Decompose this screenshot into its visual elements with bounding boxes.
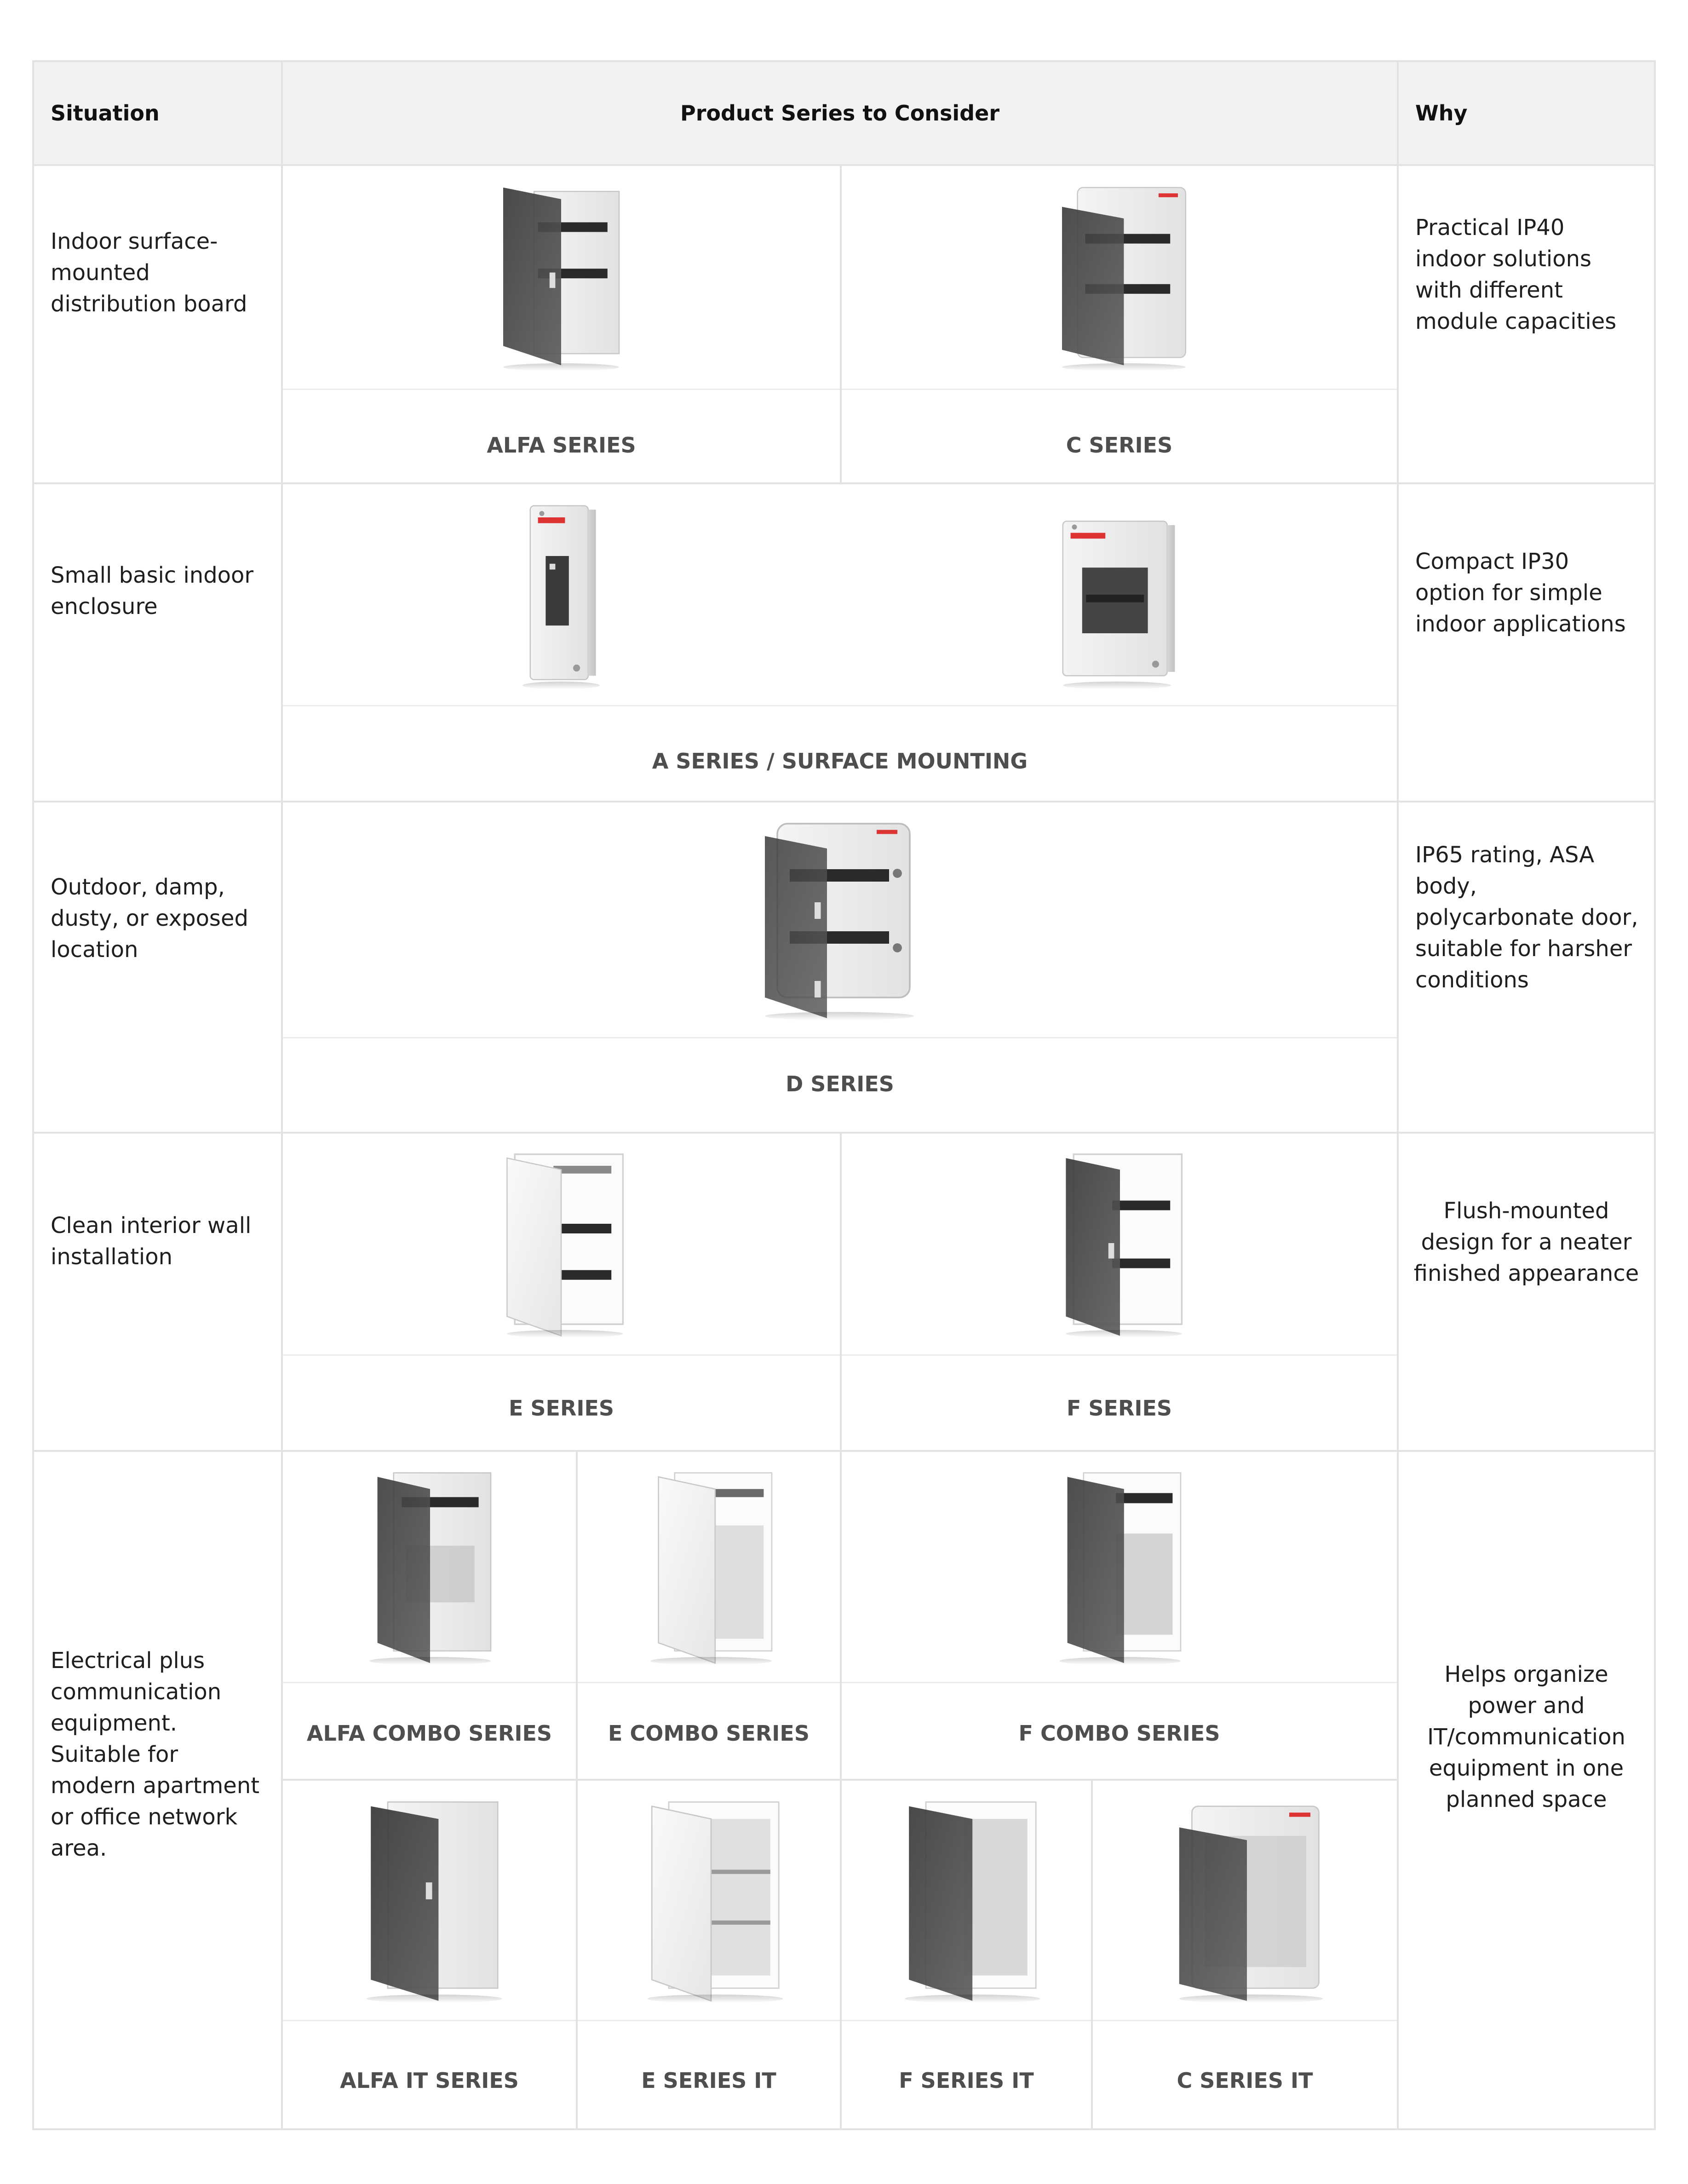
product-label: A SERIES / SURFACE MOUNTING [652, 749, 1028, 774]
why-cell: Flush-mounted design for a neater finished appearance [1397, 1132, 1656, 1452]
product-label: F SERIES IT [899, 2068, 1034, 2093]
product-label: C SERIES [1066, 433, 1173, 458]
situation-cell: Small basic indoor enclosure [32, 482, 283, 803]
product-label: E SERIES IT [641, 2068, 776, 2093]
product-cell [840, 164, 1399, 484]
why-cell: Compact IP30 option for simple indoor applications [1397, 482, 1656, 803]
product-cell [1091, 1779, 1399, 2130]
product-cell [281, 482, 1399, 803]
product-cell [281, 1132, 842, 1452]
product-label: E SERIES [508, 1396, 614, 1421]
situation-cell: Indoor surface-mounted distribution board [32, 164, 283, 484]
enclosure-dark-door-icon [329, 1465, 531, 1667]
enclosure-small-icon [465, 498, 658, 691]
product-label: E COMBO SERIES [608, 1721, 810, 1746]
product-label: F COMBO SERIES [1018, 1721, 1220, 1746]
enclosure-dark-door-icon [465, 180, 658, 373]
product-label: ALFA SERIES [487, 433, 636, 458]
header-product-series: Product Series to Consider [281, 60, 1399, 166]
enclosure-dark-door-icon [1141, 1794, 1353, 2005]
enclosure-white-door-icon [610, 1465, 812, 1667]
enclosure-dark-door-icon [1023, 180, 1217, 373]
why-cell: Helps organize power and IT/communication equipment in one planned space [1397, 1450, 1656, 2130]
product-cell [281, 1450, 578, 1781]
enclosure-dark-door-icon [324, 1794, 536, 2005]
product-cell [576, 1779, 842, 2130]
enclosure-dark-door-icon [1019, 1465, 1221, 1667]
why-cell: IP65 rating, ASA body, polycarbonate door, suitable for harsher conditions [1397, 801, 1656, 1134]
enclosure-white-door-icon [605, 1794, 817, 2005]
enclosure-white-door-icon [465, 1146, 658, 1340]
enclosure-dark-door-icon [1023, 1146, 1217, 1340]
why-cell: Practical IP40 indoor solutions with different module capacities [1397, 164, 1656, 484]
situation-cell: Electrical plus communication equipment. Suitable for modern apartment or office network area. [32, 1450, 283, 2130]
enclosure-dark-door-icon [862, 1794, 1074, 2005]
product-label: C SERIES IT [1177, 2068, 1313, 2093]
product-cell [281, 801, 1399, 1134]
product-label: F SERIES [1066, 1396, 1172, 1421]
enclosure-outdoor-icon [736, 815, 943, 1022]
header-situation: Situation [32, 60, 283, 166]
product-label: ALFA IT SERIES [340, 2068, 519, 2093]
series-table [32, 60, 1656, 2130]
product-label: ALFA COMBO SERIES [306, 1721, 552, 1746]
product-label: D SERIES [786, 1072, 894, 1096]
header-why: Why [1397, 60, 1656, 166]
product-cell [281, 1779, 578, 2130]
situation-cell: Clean interior wall installation [32, 1132, 283, 1452]
situation-cell: Outdoor, damp, dusty, or exposed location [32, 801, 283, 1134]
product-cell [840, 1450, 1399, 1781]
product-cell [840, 1779, 1093, 2130]
product-cell [576, 1450, 842, 1781]
product-cell [281, 164, 842, 484]
product-cell [840, 1132, 1399, 1452]
enclosure-small-icon [1016, 498, 1210, 691]
